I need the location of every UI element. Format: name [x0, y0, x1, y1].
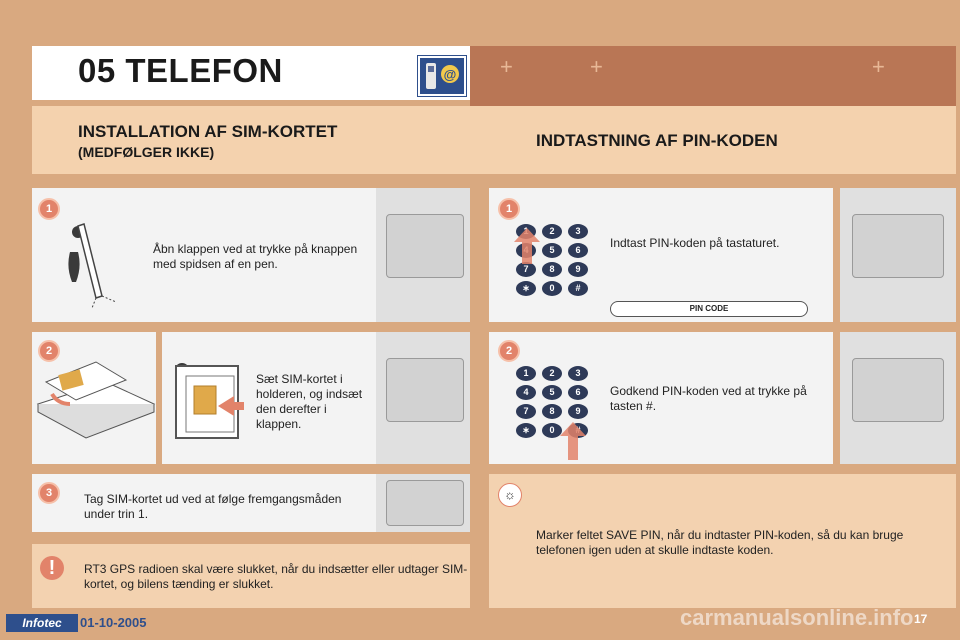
- page-number: 17: [914, 612, 928, 626]
- keypad-key: 7: [516, 404, 536, 419]
- warning-text: RT3 GPS radioen skal være slukket, når du indsætter eller udtager SIM-kortet, og bilens tænding er slukket.: [84, 562, 468, 591]
- step-badge: 3: [38, 482, 60, 504]
- keypad-key: 5: [542, 243, 562, 258]
- section-heading-sim: INSTALLATION AF SIM-KORTET: [78, 122, 338, 141]
- step-text: Godkend PIN-koden ved at trykke på tasten #.: [610, 384, 807, 413]
- section-subheading-sim: (MEDFØLGER IKKE): [78, 144, 215, 160]
- keypad-key: ∗: [516, 281, 536, 296]
- step-text: Sæt SIM-kortet i holderen, og indsæt den derefter i klappen.: [256, 372, 363, 431]
- radio-unit-illustration: [376, 188, 470, 322]
- keypad-key: 9: [568, 404, 588, 419]
- keypad-key: 3: [568, 366, 588, 381]
- warning-icon: !: [40, 556, 64, 580]
- keypad-key: 4: [516, 385, 536, 400]
- sim-holder-illustration: [36, 352, 156, 442]
- lightbulb-icon: ☼: [498, 483, 522, 507]
- infotec-logo: Infotec: [6, 614, 78, 632]
- step-badge: 2: [498, 340, 520, 362]
- keypad-key: 8: [542, 404, 562, 419]
- step-badge: 1: [498, 198, 520, 220]
- decor-cross: +: [872, 54, 885, 79]
- keypad-key: 6: [568, 243, 588, 258]
- keypad-key: 2: [542, 366, 562, 381]
- step-badge: 1: [38, 198, 60, 220]
- keypad-key: 6: [568, 385, 588, 400]
- step-text: Tag SIM-kortet ud ved at følge fremgangsmåden under trin 1.: [84, 492, 342, 521]
- keypad-key: 1: [516, 366, 536, 381]
- keypad-key: 5: [542, 385, 562, 400]
- radio-unit-illustration: [376, 474, 470, 532]
- radio-unit-illustration: [840, 332, 956, 464]
- decor-cross: +: [590, 54, 603, 79]
- keypad-key: 8: [542, 262, 562, 277]
- step-text: Indtast PIN-koden på tastaturet.: [610, 236, 780, 250]
- radio-unit-illustration: [840, 188, 956, 322]
- section-heading-pin: INDTASTNING AF PIN-KODEN: [536, 131, 778, 150]
- keypad-key: ∗: [516, 423, 536, 438]
- tip-text: Marker feltet SAVE PIN, når du indtaster PIN-koden, så du kan bruge telefonen igen uden at skulle indtaste koden.: [536, 528, 904, 557]
- radio-unit-illustration: [376, 332, 470, 464]
- footer-date: 01-10-2005: [80, 615, 147, 630]
- up-arrow-icon: [514, 228, 540, 264]
- step-text: Åbn klappen ved at trykke på knappen med spidsen af en pen.: [153, 242, 358, 271]
- keypad-key: 9: [568, 262, 588, 277]
- pin-code-field: PIN CODE: [610, 301, 808, 317]
- phone-icon: [418, 56, 466, 96]
- keypad-key: 2: [542, 224, 562, 239]
- keypad-key: 7: [516, 262, 536, 277]
- pen-press-illustration: [56, 212, 136, 312]
- sim-card-illustration: [168, 350, 244, 446]
- decor-cross: +: [500, 54, 513, 79]
- step-badge: 2: [38, 340, 60, 362]
- watermark: carmanualsonline.info: [680, 605, 914, 630]
- keypad-key: 3: [568, 224, 588, 239]
- svg-text:@: @: [443, 67, 457, 82]
- keypad-key: #: [568, 281, 588, 296]
- keypad-key: 0: [542, 423, 562, 438]
- up-arrow-icon: [560, 422, 586, 460]
- keypad-key: 0: [542, 281, 562, 296]
- page-title: 05 TELEFON: [78, 52, 283, 89]
